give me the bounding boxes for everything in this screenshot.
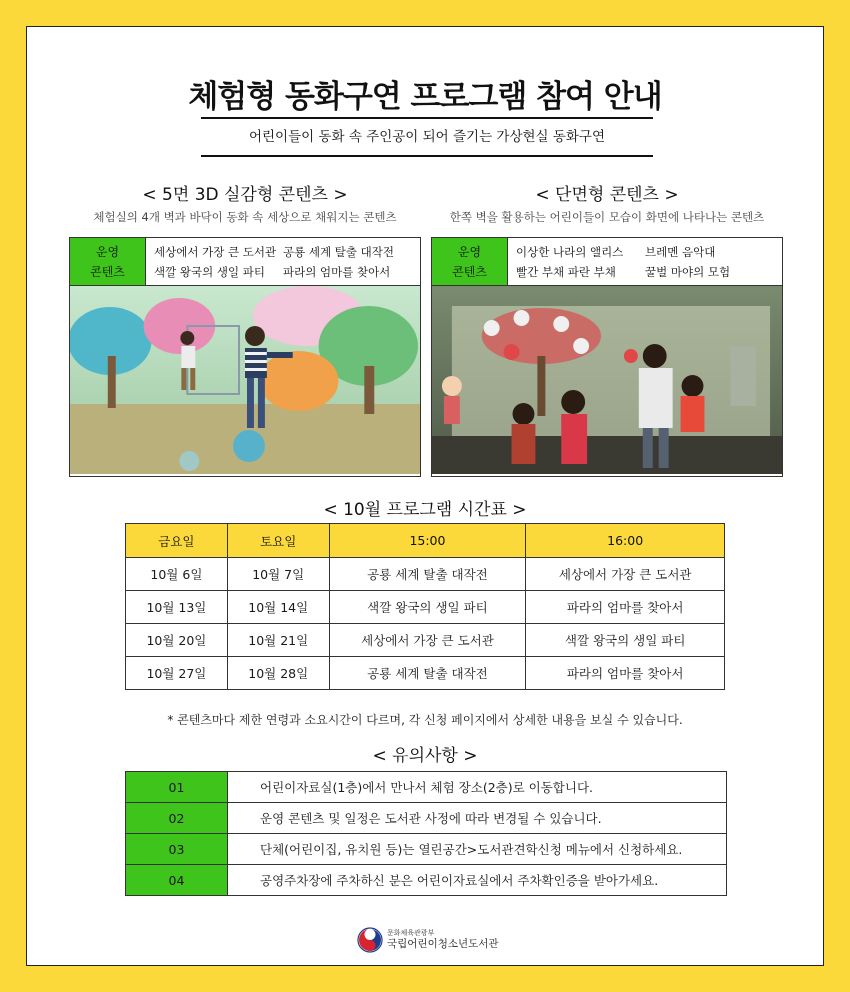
- notice-text: 공영주차장에 주차하신 분은 어린이자료실에서 주차확인증을 받아가세요.: [228, 865, 727, 896]
- table-cell: 10월 6일: [126, 558, 228, 591]
- notice-number: 03: [126, 834, 228, 865]
- notice-number: 04: [126, 865, 228, 896]
- left-section-heading: < 5면 3D 실감형 콘텐츠 >: [142, 185, 348, 205]
- page-subtitle: 어린이들이 동화 속 주인공이 되어 즐기는 가상현실 동화구연: [201, 117, 653, 157]
- table-cell: 10월 13일: [126, 591, 228, 624]
- list-item: 파라의 엄마를 찾아서: [283, 265, 391, 279]
- left-content-panel: [69, 237, 421, 477]
- ops-label-line1: 운영: [95, 244, 120, 259]
- list-item: 색깔 왕국의 생일 파티: [154, 265, 265, 279]
- footer-logo: [357, 927, 499, 953]
- wall-projection-photo-illustration: [432, 286, 782, 474]
- table-cell: 색깔 왕국의 생일 파티: [329, 591, 526, 624]
- left-photo: [70, 286, 420, 474]
- notice-text: 단체(어린이집, 유치원 등)는 열린공간>도서관견학신청 메뉴에서 신청하세요.: [228, 834, 727, 865]
- schedule-header-row: [126, 524, 725, 558]
- table-cell: 세상에서 가장 큰 도서관: [329, 624, 526, 657]
- schedule-heading: < 10월 프로그램 시간표 >: [323, 500, 527, 520]
- list-item: 빨간 부채 파란 부채: [516, 265, 616, 279]
- table-cell: 공룡 세계 탈출 대작전: [329, 558, 526, 591]
- footer-text: [387, 929, 499, 951]
- right-ops-row: [432, 238, 782, 286]
- left-section-description: 체험실의 4개 벽과 바닥이 동화 속 세상으로 채워지는 콘텐츠: [93, 210, 397, 224]
- vr-room-photo-illustration: [70, 286, 420, 474]
- right-section-description: 한쪽 벽을 활용하는 어린이들이 모습이 화면에 나타나는 콘텐츠: [449, 210, 765, 224]
- table-row: [126, 591, 725, 624]
- list-item: 브레멘 음악대: [645, 245, 716, 259]
- table-row: [126, 624, 725, 657]
- table-row: [126, 834, 727, 865]
- content-note: * 콘텐츠마다 제한 연령과 소요시간이 다르며, 각 신청 페이지에서 상세한 내용을 보실 수 있습니다.: [167, 713, 683, 727]
- table-cell: 색깔 왕국의 생일 파티: [526, 624, 725, 657]
- table-cell: 10월 28일: [227, 657, 329, 690]
- notice-heading: < 유의사항 >: [372, 746, 478, 766]
- notice-number: 01: [126, 772, 228, 803]
- table-cell: 10월 14일: [227, 591, 329, 624]
- header-saturday: 토요일: [227, 524, 329, 558]
- left-ops-list: [146, 238, 420, 285]
- right-ops-label: [432, 238, 508, 285]
- table-cell: 공룡 세계 탈출 대작전: [329, 657, 526, 690]
- table-cell: 10월 21일: [227, 624, 329, 657]
- list-item: 이상한 나라의 앨리스: [516, 245, 624, 259]
- ops-label-line2: 콘텐츠: [452, 264, 487, 279]
- table-row: [126, 772, 727, 803]
- notice-table: [125, 771, 727, 896]
- table-row: [126, 865, 727, 896]
- ops-label-line2: 콘텐츠: [90, 264, 125, 279]
- ministry-name: 문화체육관광부: [387, 929, 435, 937]
- ops-label-line1: 운영: [457, 244, 482, 259]
- right-photo: [432, 286, 782, 474]
- header-1600: 16:00: [526, 524, 725, 558]
- schedule-table: [125, 523, 725, 690]
- right-ops-list: [508, 238, 782, 285]
- list-item: 세상에서 가장 큰 도서관: [154, 245, 277, 259]
- table-cell: 10월 7일: [227, 558, 329, 591]
- right-content-panel: [431, 237, 783, 477]
- table-cell: 10월 27일: [126, 657, 228, 690]
- page-title: 체험형 동화구연 프로그램 참여 안내: [188, 79, 662, 115]
- table-cell: 파라의 엄마를 찾아서: [526, 591, 725, 624]
- library-name: 국립어린이청소년도서관: [387, 938, 499, 950]
- table-row: [126, 803, 727, 834]
- flyer-card: [26, 26, 824, 966]
- left-ops-row: [70, 238, 420, 286]
- left-ops-label: [70, 238, 146, 285]
- list-item: 공룡 세계 탈출 대작전: [283, 245, 394, 259]
- table-cell: 세상에서 가장 큰 도서관: [526, 558, 725, 591]
- header-friday: 금요일: [126, 524, 228, 558]
- notice-number: 02: [126, 803, 228, 834]
- table-cell: 10월 20일: [126, 624, 228, 657]
- header-1500: 15:00: [329, 524, 526, 558]
- taegeuk-logo-icon: [357, 927, 383, 953]
- list-item: 꿀벌 마야의 모험: [645, 265, 731, 279]
- notice-text: 운영 콘텐츠 및 일정은 도서관 사정에 따라 변경될 수 있습니다.: [228, 803, 727, 834]
- table-cell: 파라의 엄마를 찾아서: [526, 657, 725, 690]
- table-row: [126, 558, 725, 591]
- notice-text: 어린이자료실(1층)에서 만나서 체험 장소(2층)로 이동합니다.: [228, 772, 727, 803]
- right-section-heading: < 단면형 콘텐츠 >: [535, 185, 679, 205]
- table-row: [126, 657, 725, 690]
